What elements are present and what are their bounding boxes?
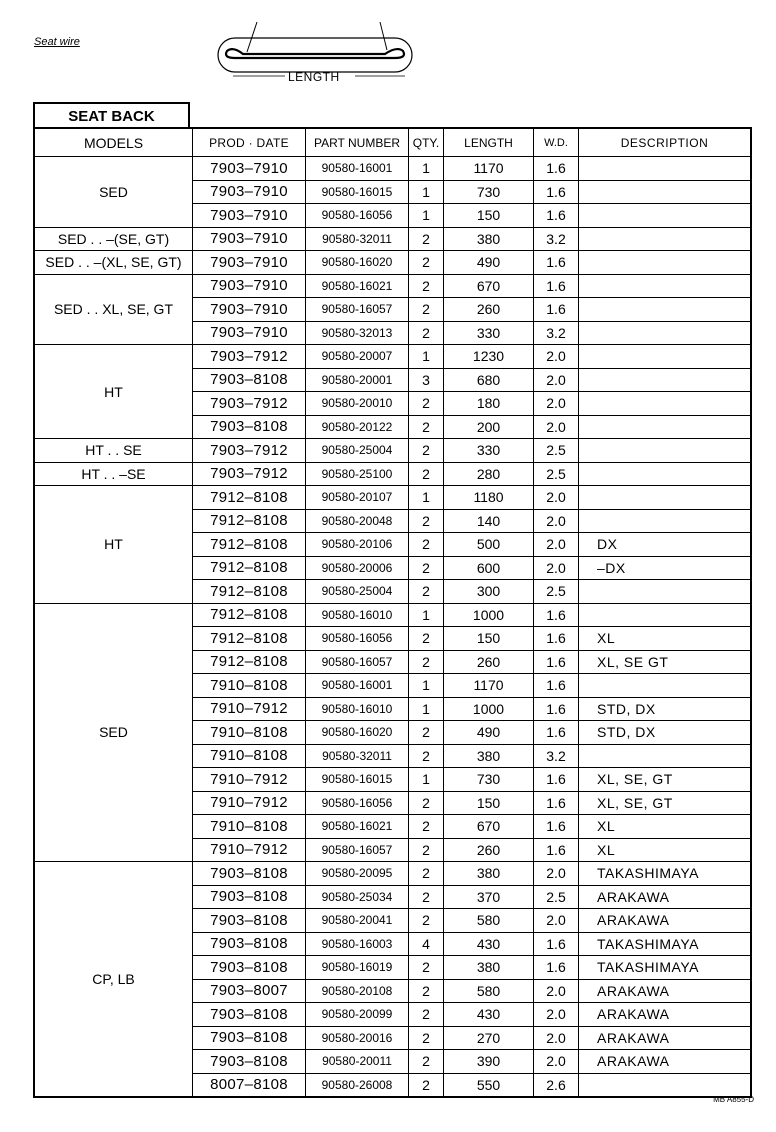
qty-cell: 2 [409,462,444,486]
part-number-cell: 90580-20106 [306,533,409,557]
length-cell: 730 [444,180,534,204]
length-cell: 150 [444,204,534,228]
part-number-cell: 90580-16010 [306,603,409,627]
length-cell: 300 [444,580,534,604]
part-number-cell: 90580-20010 [306,392,409,416]
wd-cell: 1.6 [534,627,579,651]
model-cell: CP, LB [34,862,193,1098]
header-prod-date: PROD · DATE [193,128,306,157]
length-cell: 670 [444,815,534,839]
header-qty: QTY. [409,128,444,157]
qty-cell: 2 [409,885,444,909]
length-cell: 1180 [444,486,534,510]
qty-cell: 2 [409,251,444,275]
wd-cell: 2.0 [534,392,579,416]
qty-cell: 2 [409,627,444,651]
wd-cell: 3.2 [534,227,579,251]
description-cell: TAKASHIMAYA [579,956,752,980]
description-cell: ARAKAWA [579,979,752,1003]
qty-cell: 1 [409,486,444,510]
prod-date-cell: 7912–8108 [193,509,306,533]
qty-cell: 2 [409,392,444,416]
prod-date-cell: 7903–7910 [193,321,306,345]
table-row [34,439,751,463]
prod-date-cell: 7912–8108 [193,627,306,651]
part-number-cell: 90580-20006 [306,556,409,580]
qty-cell: 2 [409,909,444,933]
prod-date-cell: 7903–8108 [193,932,306,956]
wd-cell: 1.6 [534,180,579,204]
part-number-cell: 90580-16057 [306,838,409,862]
prod-date-cell: 7903–7912 [193,439,306,463]
part-number-cell: 90580-20048 [306,509,409,533]
qty-cell: 1 [409,768,444,792]
table-row [34,157,751,181]
part-number-cell: 90580-25100 [306,462,409,486]
length-cell: 1170 [444,157,534,181]
description-cell [579,180,752,204]
wd-cell: 2.5 [534,462,579,486]
qty-cell: 2 [409,744,444,768]
description-cell [579,157,752,181]
model-cell: SED . . –(XL, SE, GT) [34,251,193,275]
qty-cell: 2 [409,956,444,980]
qty-cell: 1 [409,603,444,627]
length-cell: 1170 [444,674,534,698]
prod-date-cell: 7903–8108 [193,1050,306,1074]
length-cell: 370 [444,885,534,909]
wd-cell: 1.6 [534,768,579,792]
description-cell [579,415,752,439]
prod-date-cell: 7903–8108 [193,1003,306,1027]
description-cell: XL, SE, GT [579,768,752,792]
description-cell [579,392,752,416]
length-cell: 380 [444,227,534,251]
prod-date-cell: 7912–8108 [193,650,306,674]
prod-date-cell: 7903–7910 [193,227,306,251]
description-cell [579,251,752,275]
prod-date-cell: 7912–8108 [193,486,306,510]
length-cell: 670 [444,274,534,298]
table-row [34,862,751,886]
length-cell: 330 [444,439,534,463]
length-cell: 580 [444,909,534,933]
length-cell: 730 [444,768,534,792]
length-cell: 200 [444,415,534,439]
length-cell: 600 [444,556,534,580]
prod-date-cell: 7903–7912 [193,392,306,416]
prod-date-cell: 7910–8108 [193,674,306,698]
model-cell: HT [34,345,193,439]
prod-date-cell: 7912–8108 [193,533,306,557]
prod-date-cell: 8007–8108 [193,1073,306,1097]
model-cell: SED . . –(SE, GT) [34,227,193,251]
qty-cell: 2 [409,274,444,298]
length-cell: 430 [444,1003,534,1027]
qty-cell: 3 [409,368,444,392]
part-number-cell: 90580-16056 [306,204,409,228]
length-cell: 140 [444,509,534,533]
model-cell: SED [34,603,193,862]
table-row [34,274,751,298]
header-part-number: PART NUMBER [306,128,409,157]
qty-cell: 2 [409,815,444,839]
description-cell [579,509,752,533]
description-cell [579,603,752,627]
part-number-cell: 90580-25004 [306,439,409,463]
prod-date-cell: 7910–7912 [193,697,306,721]
wd-cell: 1.6 [534,298,579,322]
wd-cell: 1.6 [534,932,579,956]
qty-cell: 2 [409,721,444,745]
description-cell: TAKASHIMAYA [579,862,752,886]
qty-cell: 2 [409,1026,444,1050]
wd-cell: 2.5 [534,580,579,604]
wd-cell: 3.2 [534,321,579,345]
prod-date-cell: 7903–8108 [193,368,306,392]
length-cell: 1000 [444,603,534,627]
seat-wire-label: Seat wire [34,36,80,48]
wd-cell: 2.0 [534,509,579,533]
wd-cell: 1.6 [534,274,579,298]
qty-cell: 2 [409,838,444,862]
wd-cell: 1.6 [534,815,579,839]
length-cell: 390 [444,1050,534,1074]
model-cell: HT . . –SE [34,462,193,486]
part-number-cell: 90580-20007 [306,345,409,369]
wd-cell: 2.6 [534,1073,579,1097]
description-cell: STD, DX [579,721,752,745]
prod-date-cell: 7903–7910 [193,180,306,204]
part-number-cell: 90580-20099 [306,1003,409,1027]
part-number-cell: 90580-16003 [306,932,409,956]
description-cell: XL [579,838,752,862]
description-cell [579,298,752,322]
qty-cell: 2 [409,580,444,604]
qty-cell: 1 [409,180,444,204]
part-number-cell: 90580-32013 [306,321,409,345]
header-length: LENGTH [444,128,534,157]
description-cell: XL, SE, GT [579,791,752,815]
length-cell: 270 [444,1026,534,1050]
seat-wire-parts-table [33,127,752,1098]
description-cell: DX [579,533,752,557]
part-number-cell: 90580-16021 [306,815,409,839]
header-row [34,128,751,157]
length-cell: 280 [444,462,534,486]
length-cell: 1230 [444,345,534,369]
part-number-cell: 90580-20107 [306,486,409,510]
part-number-cell: 90580-20095 [306,862,409,886]
prod-date-cell: 7903–7910 [193,274,306,298]
part-number-cell: 90580-25004 [306,580,409,604]
header-models: MODELS [34,128,193,157]
table-row [34,227,751,251]
description-cell [579,580,752,604]
wd-cell: 1.6 [534,650,579,674]
description-cell [579,1073,752,1097]
prod-date-cell: 7912–8108 [193,580,306,604]
length-cell: 490 [444,251,534,275]
part-number-cell: 90580-16020 [306,721,409,745]
prod-date-cell: 7910–8108 [193,815,306,839]
wd-cell: 2.0 [534,368,579,392]
wd-cell: 1.6 [534,603,579,627]
wd-cell: 2.0 [534,486,579,510]
wd-cell: 2.0 [534,1003,579,1027]
length-cell: 180 [444,392,534,416]
wd-cell: 2.0 [534,862,579,886]
description-cell [579,274,752,298]
prod-date-cell: 7903–8108 [193,956,306,980]
prod-date-cell: 7910–8108 [193,744,306,768]
length-label: LENGTH [288,70,340,84]
part-number-cell: 90580-16020 [306,251,409,275]
part-number-cell: 90580-20011 [306,1050,409,1074]
wd-cell: 1.6 [534,838,579,862]
description-cell [579,744,752,768]
part-number-cell: 90580-16001 [306,157,409,181]
part-number-cell: 90580-26008 [306,1073,409,1097]
prod-date-cell: 7912–8108 [193,603,306,627]
qty-cell: 2 [409,1050,444,1074]
description-cell: XL [579,815,752,839]
part-number-cell: 90580-20122 [306,415,409,439]
prod-date-cell: 7903–7912 [193,462,306,486]
description-cell: ARAKAWA [579,1050,752,1074]
prod-date-cell: 7910–7912 [193,791,306,815]
table-row [34,462,751,486]
qty-cell: 2 [409,1073,444,1097]
prod-date-cell: 7903–8108 [193,415,306,439]
description-cell: STD, DX [579,697,752,721]
wd-cell: 1.6 [534,674,579,698]
qty-cell: 2 [409,439,444,463]
part-number-cell: 90580-20001 [306,368,409,392]
part-number-cell: 90580-25034 [306,885,409,909]
length-cell: 1000 [444,697,534,721]
description-cell [579,204,752,228]
wd-cell: 3.2 [534,744,579,768]
table-row [34,486,751,510]
wd-cell: 2.5 [534,439,579,463]
wd-cell: 1.6 [534,697,579,721]
description-cell: ARAKAWA [579,1026,752,1050]
footer-code: MB A855-D [713,1095,754,1104]
part-number-cell: 90580-16056 [306,627,409,651]
length-cell: 380 [444,956,534,980]
length-cell: 550 [444,1073,534,1097]
part-number-cell: 90580-20108 [306,979,409,1003]
wd-cell: 2.0 [534,1050,579,1074]
length-cell: 150 [444,627,534,651]
model-cell: SED [34,157,193,228]
description-cell [579,462,752,486]
length-cell: 380 [444,744,534,768]
prod-date-cell: 7912–8108 [193,556,306,580]
prod-date-cell: 7903–7910 [193,204,306,228]
qty-cell: 2 [409,509,444,533]
prod-date-cell: 7903–8108 [193,1026,306,1050]
part-number-cell: 90580-16019 [306,956,409,980]
wd-cell: 2.0 [534,909,579,933]
length-cell: 260 [444,650,534,674]
prod-date-cell: 7903–7910 [193,298,306,322]
wd-cell: 2.0 [534,556,579,580]
qty-cell: 2 [409,791,444,815]
length-cell: 580 [444,979,534,1003]
qty-cell: 2 [409,415,444,439]
prod-date-cell: 7910–7912 [193,768,306,792]
qty-cell: 1 [409,674,444,698]
qty-cell: 2 [409,650,444,674]
prod-date-cell: 7910–8108 [193,721,306,745]
qty-cell: 2 [409,321,444,345]
qty-cell: 2 [409,227,444,251]
table-row [34,345,751,369]
qty-cell: 2 [409,862,444,886]
wd-cell: 1.6 [534,251,579,275]
model-cell: SED . . XL, SE, GT [34,274,193,345]
length-cell: 330 [444,321,534,345]
length-cell: 260 [444,298,534,322]
model-cell: HT [34,486,193,604]
prod-date-cell: 7903–7910 [193,251,306,275]
description-cell [579,368,752,392]
part-number-cell: 90580-16057 [306,650,409,674]
part-number-cell: 90580-20016 [306,1026,409,1050]
part-number-cell: 90580-16021 [306,274,409,298]
length-cell: 430 [444,932,534,956]
description-cell [579,439,752,463]
prod-date-cell: 7903–8108 [193,909,306,933]
wd-cell: 1.6 [534,791,579,815]
qty-cell: 1 [409,157,444,181]
wd-cell: 1.6 [534,956,579,980]
header-wd: W.D. [534,128,579,157]
description-cell: XL, SE GT [579,650,752,674]
description-cell [579,227,752,251]
description-cell [579,345,752,369]
length-cell: 500 [444,533,534,557]
wd-cell: 2.0 [534,345,579,369]
length-cell: 150 [444,791,534,815]
table-body [34,157,751,1098]
qty-cell: 1 [409,697,444,721]
section-title: SEAT BACK [33,102,190,128]
qty-cell: 2 [409,979,444,1003]
header-description: DESCRIPTION [579,128,752,157]
description-cell [579,486,752,510]
length-cell: 380 [444,862,534,886]
table-row [34,251,751,275]
qty-cell: 4 [409,932,444,956]
length-cell: 490 [444,721,534,745]
prod-date-cell: 7903–8007 [193,979,306,1003]
part-number-cell: 90580-32011 [306,227,409,251]
part-number-cell: 90580-32011 [306,744,409,768]
part-number-cell: 90580-16010 [306,697,409,721]
description-cell: TAKASHIMAYA [579,932,752,956]
part-number-cell: 90580-20041 [306,909,409,933]
length-cell: 680 [444,368,534,392]
wd-cell: 1.6 [534,721,579,745]
wd-cell: 2.0 [534,979,579,1003]
qty-cell: 2 [409,533,444,557]
qty-cell: 2 [409,556,444,580]
description-cell: ARAKAWA [579,909,752,933]
model-cell: HT . . SE [34,439,193,463]
part-number-cell: 90580-16057 [306,298,409,322]
description-cell: ARAKAWA [579,1003,752,1027]
part-number-cell: 90580-16001 [306,674,409,698]
prod-date-cell: 7903–8108 [193,862,306,886]
description-cell [579,321,752,345]
prod-date-cell: 7903–7910 [193,157,306,181]
wd-cell: 2.0 [534,415,579,439]
qty-cell: 2 [409,1003,444,1027]
prod-date-cell: 7903–7912 [193,345,306,369]
wd-cell: 2.5 [534,885,579,909]
description-cell: ARAKAWA [579,885,752,909]
prod-date-cell: 7910–7912 [193,838,306,862]
wd-cell: 2.0 [534,1026,579,1050]
wd-cell: 1.6 [534,204,579,228]
description-cell: –DX [579,556,752,580]
table-row [34,603,751,627]
part-number-cell: 90580-16056 [306,791,409,815]
prod-date-cell: 7903–8108 [193,885,306,909]
description-cell [579,674,752,698]
part-number-cell: 90580-16015 [306,768,409,792]
length-cell: 260 [444,838,534,862]
qty-cell: 1 [409,345,444,369]
wd-cell: 2.0 [534,533,579,557]
description-cell: XL [579,627,752,651]
qty-cell: 2 [409,298,444,322]
wd-cell: 1.6 [534,157,579,181]
qty-cell: 1 [409,204,444,228]
part-number-cell: 90580-16015 [306,180,409,204]
